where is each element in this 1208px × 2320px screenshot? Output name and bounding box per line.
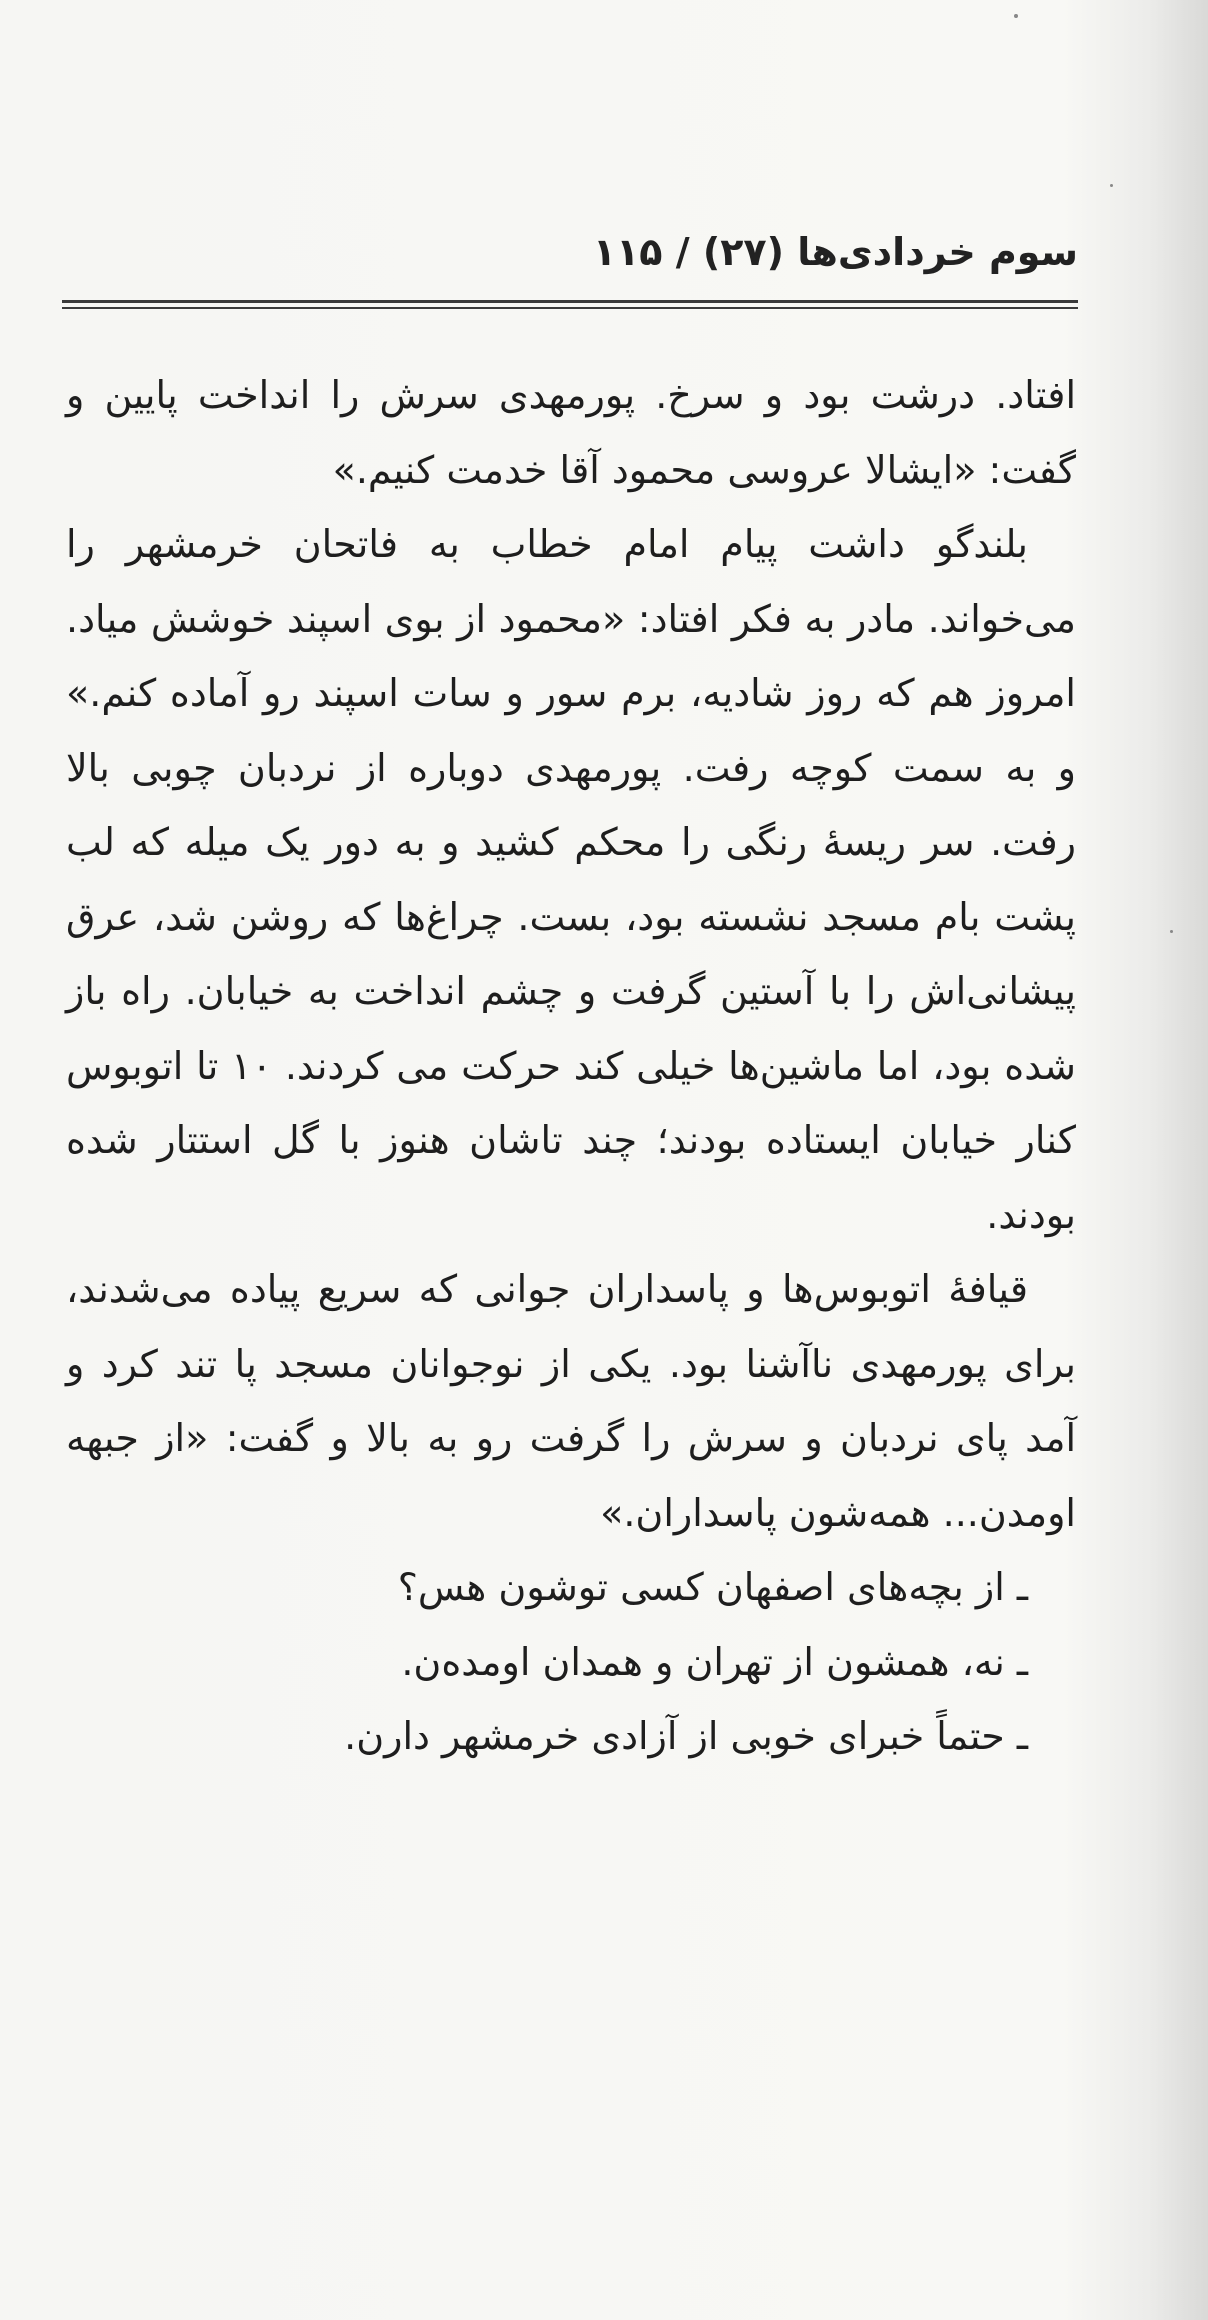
paper-speck: [1110, 184, 1113, 187]
dialog-line: ـ نه، همشون از تهران و همدان اومده‌ن.: [401, 1639, 1028, 1684]
paper-speck: [1014, 14, 1018, 18]
header-rule-thin: [62, 307, 1078, 309]
header-rule-thick: [62, 300, 1078, 303]
paragraph-continuation: افتاد. درشت بود و سرخ. پورمهدی سرش را انداخت پایین و گفت: «ایشالا عروسی محمود آقا خدمت کنیم.»: [66, 373, 1076, 492]
paragraph: بلندگو داشت پیام امام خطاب به فاتحان خرمشهر را می‌خواند. مادر به فکر افتاد: «محمود از بوی اسپند خوشش میاد. امروز هم که روز شادیه، برم سور و سات اسپند رو آماده کنم.» و به سمت کوچه رفت. پورمهدی دوباره از نردبان چوبی بالا رفت. سر ریسهٔ رنگی را محکم کشید و به دور یک میله که لب پشت بام مسجد نشسته بود، بست. چراغ‌ها که روشن شد، عرق پیشانی‌اش را با آستین گرفت و چشم انداخت به خیابان. راه باز شده بود، اما ماشین‌ها خیلی کند حرکت می کردند. ۱۰ تا اتوبوس کنار خیابان ایستاده بودند؛ چند تاشان هنوز با گل استتار شده بودند.: [66, 522, 1076, 1237]
header-title: سوم خردادی‌ها (۲۷) / ۱۱۵: [592, 230, 1078, 274]
paper-speck: [1170, 930, 1173, 933]
paragraph: قیافهٔ اتوبوس‌ها و پاسداران جوانی که سریع پیاده می‌شدند، برای پورمهدی ناآشنا بود. یکی از نوجوانان مسجد پا تند کرد و آمد پای نردبان و سرش را گرفت رو به بالا و گفت: «از جبهه اومدن... همه‌شون پاسداران.»: [66, 1267, 1076, 1535]
running-header: [62, 230, 1078, 290]
dialog-line: ـ حتماً خبرای خوبی از آزادی خرمشهر دارن.: [344, 1714, 1028, 1758]
body-text: [66, 358, 1076, 1774]
dialog-line: ـ از بچه‌های اصفهان کسی توشون هس؟: [397, 1565, 1028, 1609]
